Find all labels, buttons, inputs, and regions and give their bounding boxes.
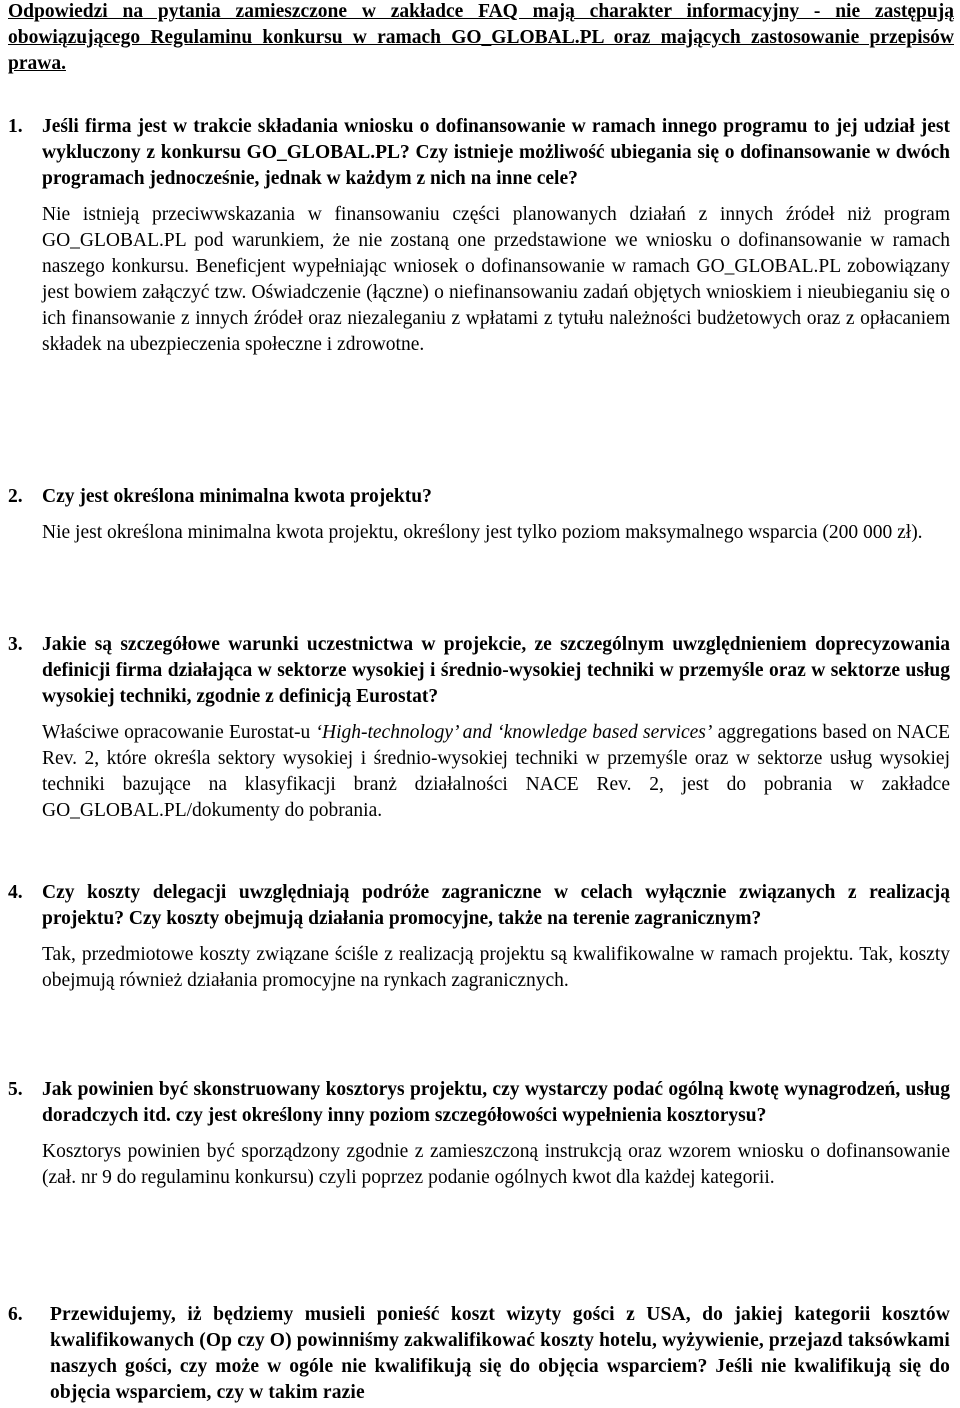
faq-number: 6. <box>8 1304 23 1325</box>
faq-answer-italic-title: ‘High-technology’ and ‘knowledge based services’ <box>315 722 713 743</box>
faq-answer-text: Właściwe opracowanie Eurostat-u <box>42 722 316 743</box>
faq-answer <box>42 720 950 824</box>
faq-question-text: Przewidujemy, iż będziemy musieli ponieść koszt wizyty gości z USA, do jakiej kategorii kosztów kwalifikowanych (Op czy O) powinniśmy zakwalifikować koszty hotelu, wyżywienie, przejazd taksówkami naszych gości, czy może w ogóle nie kwalifikują się do objęcia wsparciem? Jeśli nie kwalifikują się do objęcia wsparciem, czy w takim razie <box>50 1304 950 1403</box>
faq-item-5 <box>8 1077 950 1191</box>
faq-question <box>8 1302 950 1406</box>
faq-answer: Tak, przedmiotowe koszty związane ściśle z realizacją projektu są kwalifikowalne w ramach projektu. Tak, koszty obejmują również działania promocyjne na rynkach zagranicznych. <box>42 944 950 991</box>
faq-question-text: Jakie są szczegółowe warunki uczestnictwa w projekcie, ze szczególnym uwzględnieniem doprecyzowania definicji firma działająca w sektorze wysokiej i średnio-wysokiej techniki w przemyśle oraz w sektorze usług wysokiej techniki, zgodnie z definicją Eurostat? <box>42 634 950 707</box>
faq-item-3 <box>8 632 950 824</box>
faq-item-2 <box>8 484 950 546</box>
faq-item-1 <box>8 114 950 358</box>
faq-answer: Kosztorys powinien być sporządzony zgodnie z zamieszczoną instrukcją oraz wzorem wniosku o dofinansowanie (zał. nr 9 do regulaminu konkursu) czyli poprzez podanie ogólnych kwot dla każdej kategorii. <box>42 1141 950 1188</box>
faq-question-text: Jak powinien być skonstruowany kosztorys projektu, czy wystarczy podać ogólną kwotę wynagrodzeń, usług doradczych itd. czy jest określony inny poziom szczegółowości wypełnienia kosztorysu? <box>42 1079 950 1126</box>
faq-number: 2. <box>8 486 23 507</box>
faq-item-4 <box>8 880 950 994</box>
faq-answer-text: aggregations based on NACE Rev. 2, które określa sektory wysokiej i średnio-wysokiej techniki w przemyśle oraz w sektorze usług wysokiej techniki bazujące na klasyfikacji branż działalności NACE Rev. 2, jest do pobrania w zakładce GO_GLOBAL.PL/dokumenty do pobrania. <box>42 722 950 821</box>
faq-question <box>8 880 950 932</box>
faq-question <box>8 484 950 510</box>
faq-answer: Nie jest określona minimalna kwota projektu, określony jest tylko poziom maksymalnego wsparcia (200 000 zł). <box>42 522 923 543</box>
faq-answer: Nie istnieją przeciwwskazania w finansowaniu części planowanych działań z innych źródeł niż program GO_GLOBAL.PL pod warunkiem, że nie zostaną one przedstawione we wniosku o dofinansowanie w ramach naszego konkursu. Beneficjent wypełniając wniosek o dofinansowanie w ramach GO_GLOBAL.PL zobowiązany jest bowiem załączyć tzw. Oświadczenie (łączne) o niefinansowaniu zadań objętych wnioskiem i nieubieganiu się o ich finansowanie z innych źródeł oraz niezaleganiu z wpłatami z tytułu należności budżetowych oraz z opłacaniem składek na ubezpieczenia społeczne i zdrowotne. <box>42 204 950 355</box>
faq-number: 5. <box>8 1079 23 1100</box>
faq-question-text: Jeśli firma jest w trakcie składania wniosku o dofinansowanie w ramach innego programu to jej udział jest wykluczony z konkursu GO_GLOBAL.PL? Czy istnieje możliwość ubiegania się o dofinansowanie w dwóch programach jednocześnie, jednak w każdym z nich na inne cele? <box>42 116 950 189</box>
faq-question-text: Czy jest określona minimalna kwota projektu? <box>42 486 432 507</box>
faq-number: 4. <box>8 882 23 903</box>
faq-question <box>8 632 950 710</box>
faq-number: 3. <box>8 634 23 655</box>
faq-question <box>8 1077 950 1129</box>
faq-question <box>8 114 950 192</box>
disclaimer-paragraph: Odpowiedzi na pytania zamieszczone w zakładce FAQ mają charakter informacyjny - nie zastępują obowiązującego Regulaminu konkursu w ramach GO_GLOBAL.PL oraz mających zastosowanie przepisów prawa. <box>8 1 954 74</box>
faq-item-6 <box>8 1302 950 1406</box>
faq-number: 1. <box>8 116 23 137</box>
faq-question-text: Czy koszty delegacji uwzględniają podróże zagraniczne w celach wyłącznie związanych z realizacją projektu? Czy koszty obejmują działania promocyjne, także na terenie zagranicznym? <box>42 882 950 929</box>
